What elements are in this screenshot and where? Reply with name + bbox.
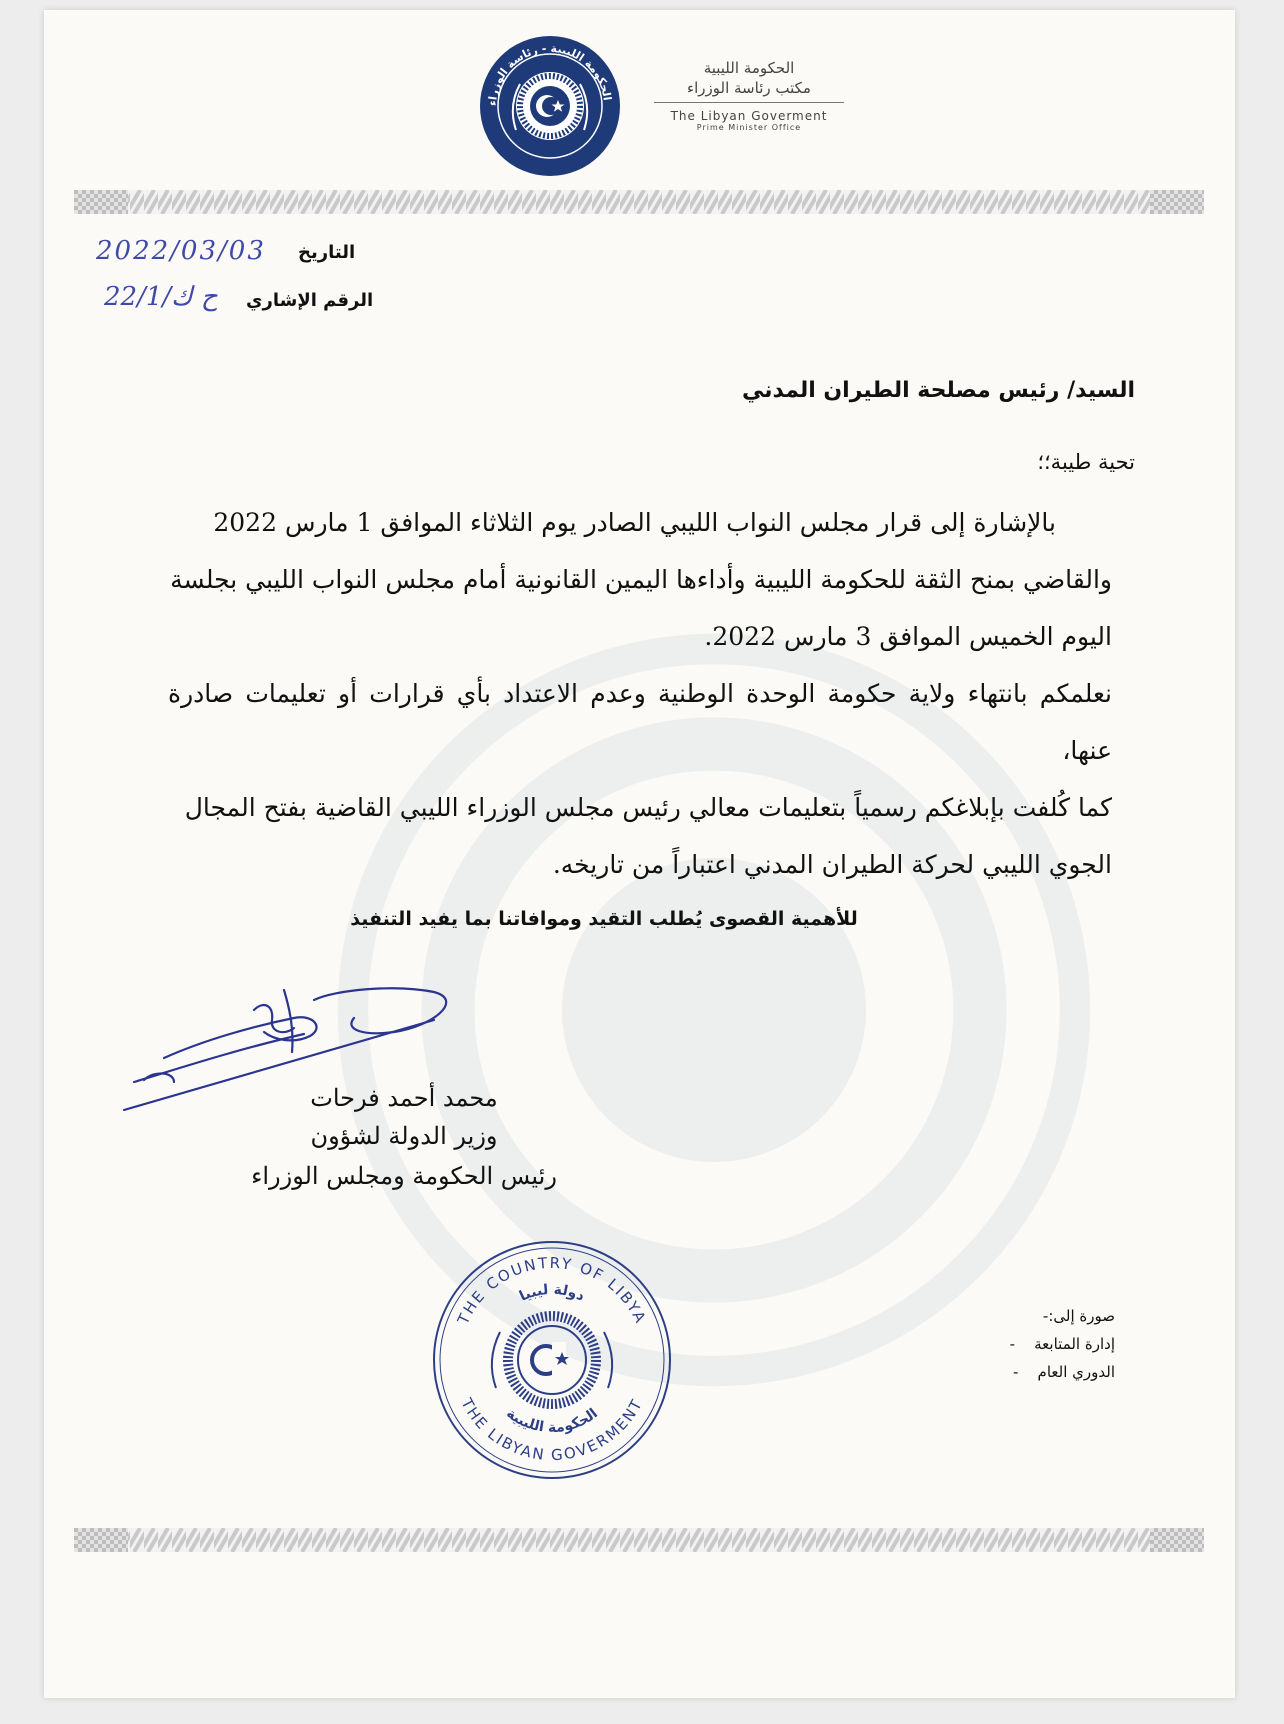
- body-line: اليوم الخميس الموافق 3 مارس 2022.: [704, 622, 1112, 651]
- stamp-inner-bottom-text: الحكومة الليبية: [503, 1405, 601, 1437]
- cc-label: صورة إلى:-: [1042, 1307, 1115, 1325]
- bottom-decorative-band: [74, 1528, 1204, 1552]
- letter-page: [44, 10, 1235, 1698]
- addressee: السيد/ رئيس مصلحة الطيران المدني: [741, 378, 1135, 403]
- body-line: كما كُلفت بإبلاغكم رسمياً بتعليمات معالي رئيس مجلس الوزراء الليبي القاضية بفتح المجال: [184, 793, 1112, 822]
- letterhead-english-line2: Prime Minister Office: [696, 123, 802, 132]
- cc-item: إدارة المتابعة -: [1009, 1335, 1115, 1353]
- reference-value: 22/1/ح ك: [104, 282, 218, 312]
- cc-item-text: الدوري العام: [1037, 1363, 1115, 1381]
- stamp-outer-bottom-text: THE LIBYAN GOVERMENT: [457, 1395, 647, 1465]
- logo-ring-text: الحكومة الليبية - رئاسة الوزراء: [485, 41, 614, 107]
- letterhead-english-line1: The Libyan Goverment: [670, 109, 828, 123]
- letterhead-arabic-line1: الحكومة الليبية: [703, 59, 795, 77]
- stamp-outer-top-text: THE COUNTRY OF LIBYA: [453, 1253, 651, 1328]
- stamp-inner-top-text: دولة ليبيا: [516, 1281, 587, 1305]
- letter-body: [168, 494, 1112, 893]
- body-line: نعلمكم بانتهاء ولاية حكومة الوحدة الوطنية وعدم الاعتداد بأي قرارات أو تعليمات صادرة عنها،: [168, 679, 1112, 765]
- cc-list: [855, 1302, 1115, 1386]
- svg-text:دولة ليبيا: [517, 1282, 587, 1305]
- top-decorative-band: [74, 190, 1204, 214]
- body-line: الجوي الليبي لحركة الطيران المدني اعتباراً من تاريخه.: [552, 850, 1112, 879]
- signatory-title-line2: رئيس الحكومة ومجلس الوزراء: [251, 1162, 557, 1190]
- greeting: تحية طيبة؛؛: [1037, 450, 1135, 474]
- reference-label: الرقم الإشاري: [246, 290, 374, 311]
- date-value: 2022/03/03: [96, 236, 266, 266]
- signatory-title-line1: وزير الدولة لشؤون: [310, 1122, 498, 1150]
- urgent-note: للأهمية القصوى يُطلب التقيد وموافاتنا بما يفيد التنفيذ: [350, 908, 858, 930]
- government-logo-icon: [478, 34, 622, 178]
- body-line: بالإشارة إلى قرار مجلس النواب الليبي الصادر يوم الثلاثاء الموافق 1 مارس 2022: [213, 508, 1056, 537]
- cc-item: الدوري العام -: [1013, 1363, 1115, 1381]
- cc-item-text: إدارة المتابعة: [1034, 1335, 1115, 1353]
- date-label: التاريخ: [298, 242, 356, 263]
- official-stamp-icon: [430, 1238, 674, 1482]
- letterhead-arabic-line2: مكتب رئاسة الوزراء: [654, 78, 844, 103]
- svg-text:الحكومة الليبية: [503, 1406, 601, 1437]
- letterhead-text: [634, 58, 864, 133]
- body-line: والقاضي بمنح الثقة للحكومة الليبية وأداءها اليمين القانونية أمام مجلس النواب الليبي بجلسة: [170, 565, 1112, 594]
- signatory-name: محمد أحمد فرحات: [310, 1084, 498, 1112]
